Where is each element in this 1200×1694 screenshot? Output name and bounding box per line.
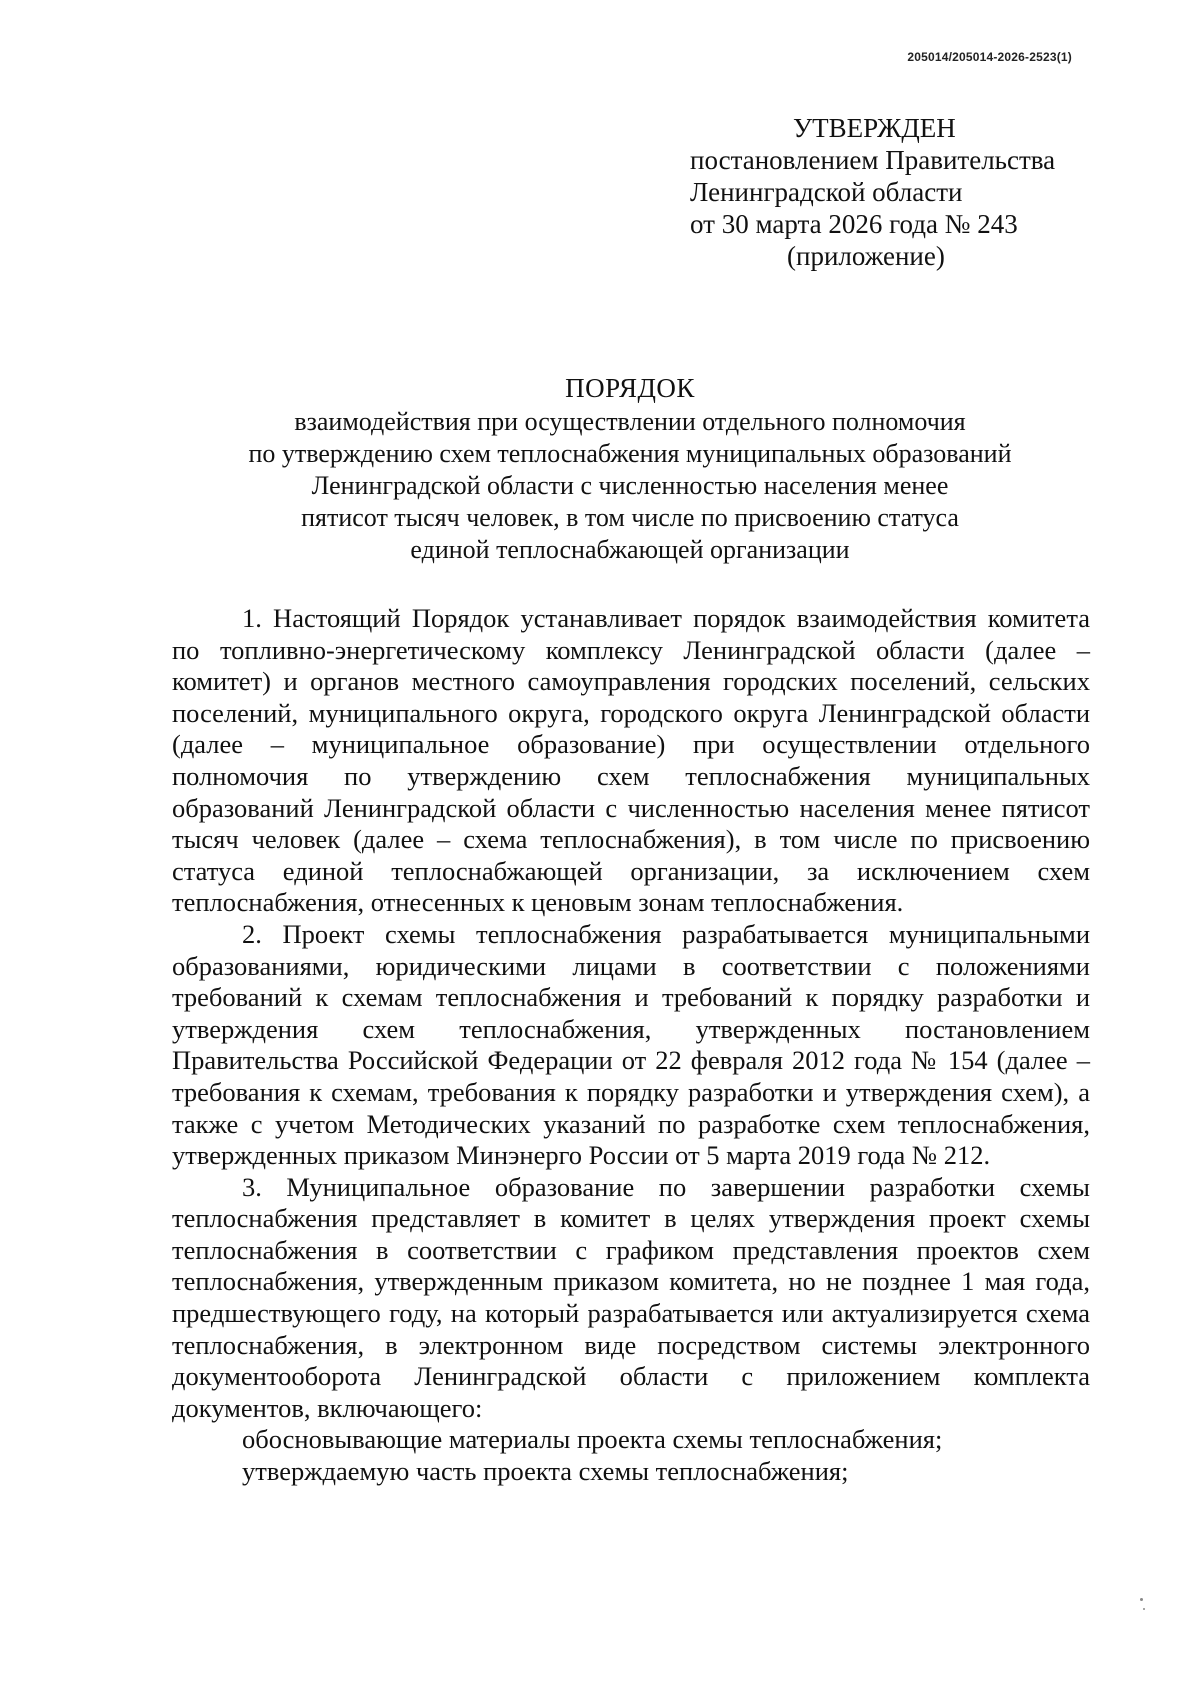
list-item-justifying-materials: обосновывающие материалы проекта схемы теплоснабжения; xyxy=(242,1424,943,1455)
document-subtitle-line: взаимодействия при осуществлении отдельного полномочия xyxy=(294,407,966,436)
document-body xyxy=(172,603,1090,1488)
list-item-approved-part: утверждаемую часть проекта схемы теплоснабжения; xyxy=(242,1456,849,1487)
approval-annex-label: (приложение) xyxy=(787,241,945,271)
approval-date-number: от 30 марта 2026 года № 243 xyxy=(690,209,1018,239)
paragraph-2: 2. Проект схемы теплоснабжения разрабатывается муниципальными образованиями, юридическими лицами в соответствии с положениями требований к схемам теплоснабжения и требований к порядку разработки и утверждения схем теплоснабжения, утвержденных постановлением Правительства Российской Федерации от 22 февраля 2012 года № 154 (далее – требования к схемам, требования к порядку разработки и утверждения схем), а также с учетом Методических указаний по разработке схем теплоснабжения, утвержденных приказом Минэнерго России от 5 марта 2019 года № 212. xyxy=(172,918,1090,1171)
scan-speck xyxy=(1140,1598,1143,1601)
approval-region: Ленинградской области xyxy=(690,177,963,207)
paragraph-3: 3. Муниципальное образование по завершении разработки схемы теплоснабжения представляет в комитет в целях утверждения проект схемы теплоснабжения в соответствии с графиком представления проектов схем теплоснабжения, утвержденным приказом комитета, но не позднее 1 мая года, предшествующего году, на который разрабатывается или актуализируется схема теплоснабжения, в электронном виде посредством системы электронного документооборота Ленинградской области с приложением комплекта документов, включающего: xyxy=(172,1171,1090,1423)
document-subtitle-line: единой теплоснабжающей организации xyxy=(410,535,850,564)
document-title-block xyxy=(170,372,1090,566)
paragraph-1: 1. Настоящий Порядок устанавливает порядок взаимодействия комитета по топливно-энергетическому комплексу Ленинградской области (далее – комитет) и органов местного самоуправления городских поселений, сельских поселений, муниципального округа, городского округа Ленинградской области (далее – муниципальное образование) при осуществлении отдельного полномочия по утверждению схем теплоснабжения муниципальных образований Ленинградской области с численностью населения менее пятисот тысяч человек (далее – схема теплоснабжения), в том числе по присвоению статуса единой теплоснабжающей организации, за исключением схем теплоснабжения, отнесенных к ценовым зонам теплоснабжения. xyxy=(172,603,1090,918)
approval-stamp xyxy=(690,112,1056,272)
approval-authority: постановлением Правительства xyxy=(690,145,1056,175)
document-subtitle-line: Ленинградской области с численностью населения менее xyxy=(311,471,949,500)
document-title: ПОРЯДОК xyxy=(565,373,695,403)
document-subtitle-line: по утверждению схем теплоснабжения муниципальных образований xyxy=(248,439,1012,468)
document-subtitle-line: пятисот тысяч человек, в том числе по присвоению статуса xyxy=(301,503,959,532)
approval-heading: УТВЕРЖДЕН xyxy=(793,113,956,143)
document-registration-number: 205014/205014-2026-2523(1) xyxy=(907,50,1072,64)
scan-speck xyxy=(1143,1608,1145,1610)
